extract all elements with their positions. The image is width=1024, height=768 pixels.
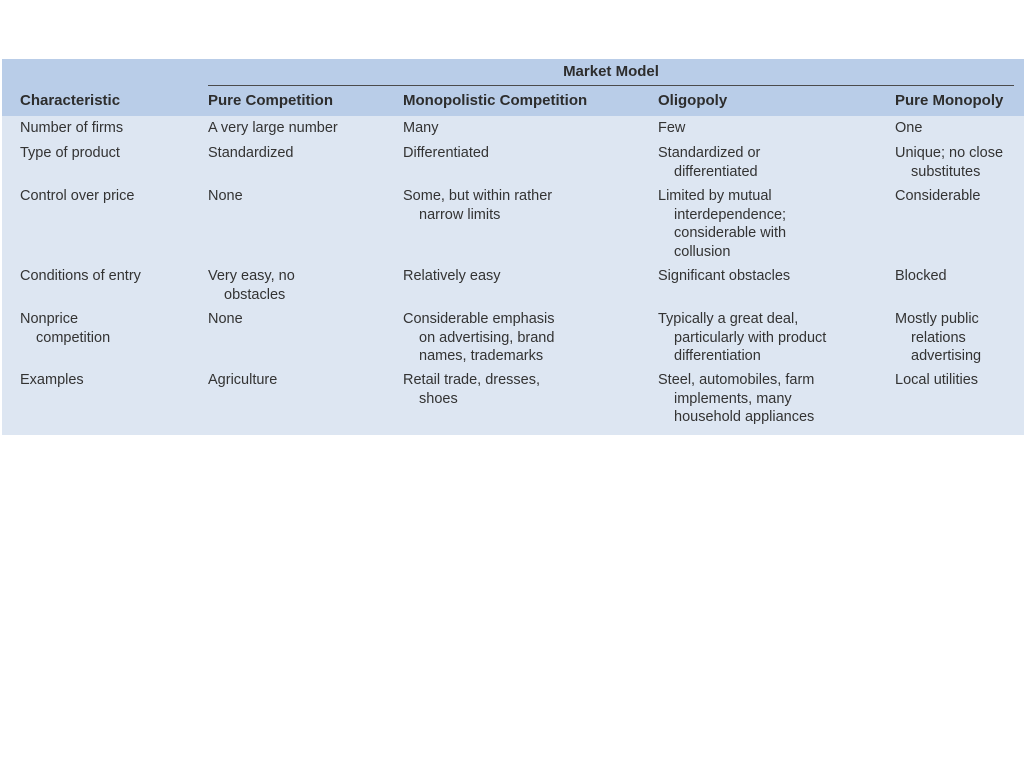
- cell-characteristic-row-3: [20, 187, 134, 206]
- cell-characteristic-row-2: [20, 144, 120, 163]
- cell-line: None: [208, 188, 243, 204]
- cell-line: None: [208, 311, 243, 327]
- cell-line: Standardized: [208, 145, 294, 161]
- cell-line: Nonprice: [20, 311, 79, 327]
- cell-pure-competition-row-6: [208, 371, 277, 390]
- cell-line: Steel, automobiles, farm: [658, 372, 815, 388]
- cell-line: Typically a great deal,: [658, 311, 799, 327]
- cell-characteristic-row-5: [20, 310, 110, 347]
- cell-line: Relatively easy: [403, 268, 501, 284]
- cell-pure-monopoly-row-6: [895, 371, 978, 390]
- cell-line: Many: [403, 120, 439, 136]
- cell-line: Unique; no close: [895, 145, 1004, 161]
- cell-monopolistic-competition-row-5: [403, 310, 555, 366]
- column-header-pure-competition: Pure Competition: [208, 92, 334, 109]
- cell-line: considerable with: [674, 225, 787, 241]
- cell-line: Mostly public: [895, 311, 979, 327]
- cell-pure-competition-row-3: [208, 187, 243, 206]
- cell-pure-monopoly-row-2: [895, 144, 1003, 181]
- cell-line: Considerable: [895, 188, 981, 204]
- cell-line: narrow limits: [419, 206, 501, 223]
- cell-line: A very large number: [208, 120, 338, 136]
- table-header: [2, 59, 1024, 116]
- cell-line: particularly with product: [674, 329, 827, 346]
- cell-oligopoly-row-1: [658, 119, 685, 138]
- cell-pure-monopoly-row-3: [895, 187, 980, 206]
- cell-line: Examples: [20, 372, 84, 388]
- cell-line: Number of firms: [20, 120, 124, 136]
- cell-pure-competition-row-2: [208, 144, 293, 163]
- cell-line: obstacles: [224, 286, 286, 303]
- cell-oligopoly-row-3: [658, 187, 786, 261]
- cell-line: relations: [911, 329, 966, 346]
- cell-line: collusion: [674, 243, 731, 260]
- cell-line: interdependence;: [674, 206, 787, 223]
- cell-oligopoly-row-6: [658, 371, 814, 427]
- cell-line: Some, but within rather: [403, 188, 553, 204]
- cell-monopolistic-competition-row-4: [403, 267, 501, 286]
- cell-line: advertising: [911, 348, 982, 364]
- cell-line: Blocked: [895, 268, 947, 284]
- cell-pure-monopoly-row-4: [895, 267, 947, 286]
- cell-oligopoly-row-5: [658, 310, 826, 366]
- column-header-characteristic: Characteristic: [20, 92, 121, 109]
- cell-monopolistic-competition-row-1: [403, 119, 438, 138]
- cell-monopolistic-competition-row-2: [403, 144, 489, 163]
- cell-pure-competition-row-1: [208, 119, 338, 138]
- column-header-oligopoly: Oligopoly: [658, 92, 728, 109]
- cell-line: Very easy, no: [208, 268, 295, 284]
- cell-line: names, trademarks: [419, 348, 544, 364]
- cell-line: Retail trade, dresses,: [403, 372, 541, 388]
- cell-line: shoes: [419, 390, 458, 407]
- cell-line: Differentiated: [403, 145, 489, 161]
- cell-line: differentiation: [674, 348, 761, 364]
- cell-line: Significant obstacles: [658, 268, 791, 284]
- market-model-table: [2, 59, 1024, 435]
- cell-characteristic-row-6: [20, 371, 84, 390]
- cell-pure-competition-row-5: [208, 310, 243, 329]
- cell-monopolistic-competition-row-3: [403, 187, 552, 224]
- cell-line: Type of product: [20, 145, 120, 161]
- cell-line: One: [895, 120, 923, 136]
- cell-line: Agriculture: [208, 372, 278, 388]
- cell-characteristic-row-4: [20, 267, 141, 286]
- cell-line: competition: [36, 329, 111, 346]
- cell-line: implements, many: [674, 390, 792, 407]
- cell-line: household appliances: [674, 409, 815, 425]
- cell-line: Local utilities: [895, 372, 979, 388]
- cell-line: Control over price: [20, 188, 135, 204]
- cell-pure-monopoly-row-5: [895, 310, 981, 366]
- group-header-rule: [208, 85, 1014, 86]
- cell-line: Limited by mutual: [658, 188, 772, 204]
- cell-characteristic-row-1: [20, 119, 123, 138]
- cell-oligopoly-row-4: [658, 267, 790, 286]
- group-header-market-model: Market Model: [563, 63, 659, 80]
- cell-line: on advertising, brand: [419, 329, 555, 346]
- cell-line: Considerable emphasis: [403, 311, 555, 327]
- cell-line: Conditions of entry: [20, 268, 141, 284]
- cell-line: differentiated: [674, 163, 758, 180]
- column-header-monopolistic-competition: Monopolistic Competition: [403, 92, 588, 109]
- column-header-pure-monopoly: Pure Monopoly: [895, 92, 1004, 109]
- cell-line: substitutes: [911, 163, 981, 180]
- cell-oligopoly-row-2: [658, 144, 760, 181]
- cell-line: Standardized or: [658, 145, 761, 161]
- cell-monopolistic-competition-row-6: [403, 371, 540, 408]
- cell-line: Few: [658, 120, 686, 136]
- cell-pure-competition-row-4: [208, 267, 295, 304]
- cell-pure-monopoly-row-1: [895, 119, 922, 138]
